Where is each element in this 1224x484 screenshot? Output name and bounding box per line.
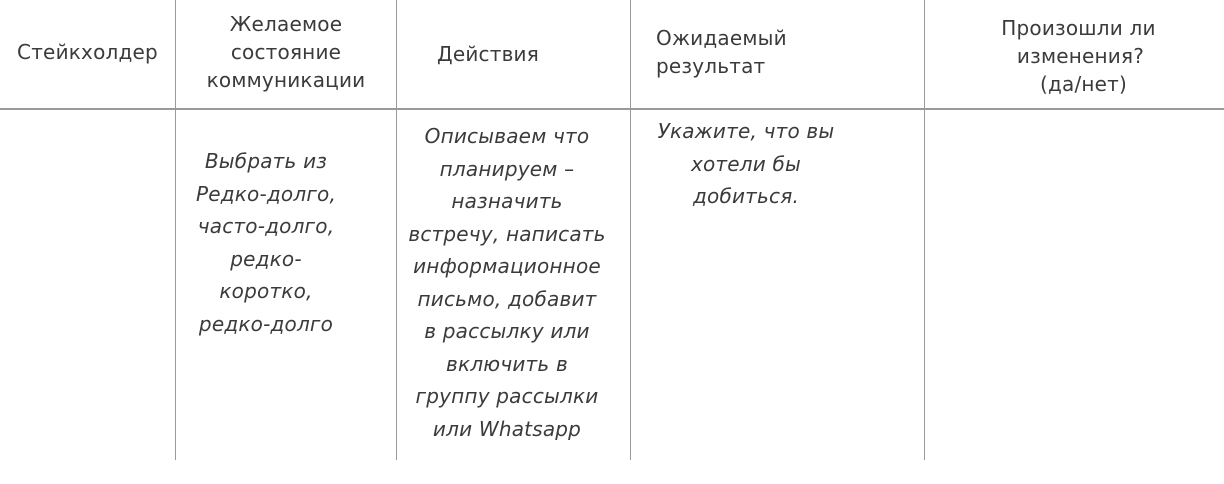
cell-line: информационное bbox=[413, 254, 601, 278]
header-line: результат bbox=[656, 54, 766, 78]
header-line: Ожидаемый bbox=[656, 26, 787, 50]
cell-line: коротко, bbox=[219, 279, 313, 303]
header-stakeholder bbox=[0, 38, 175, 66]
cell-line: назначить bbox=[451, 189, 563, 213]
header-changed bbox=[925, 14, 1224, 98]
header-divider bbox=[0, 108, 1224, 110]
cell-line: планируем – bbox=[439, 156, 575, 181]
header-actions bbox=[397, 40, 630, 68]
header-desired-state bbox=[176, 10, 396, 94]
cell-line: Выбрать из bbox=[204, 149, 328, 173]
header-line: Стейкхолдер bbox=[17, 40, 158, 64]
cell-desired-state bbox=[176, 145, 356, 340]
header-line: Желаемое bbox=[229, 12, 343, 36]
cell-line: добиться. bbox=[692, 184, 800, 208]
header-line: коммуникации bbox=[206, 68, 366, 92]
cell-line: группу рассылки bbox=[415, 384, 599, 408]
cell-line: встречу, написать bbox=[408, 221, 606, 246]
header-line: (да/нет) bbox=[1039, 72, 1128, 96]
cell-line: редко- bbox=[230, 246, 302, 271]
header-expected-result bbox=[631, 24, 924, 80]
cell-line: хотели бы bbox=[690, 151, 802, 176]
cell-expected-result bbox=[631, 115, 861, 213]
cell-actions bbox=[397, 120, 617, 445]
cell-line: Редко-долго, bbox=[195, 181, 337, 206]
header-line: Произошли ли bbox=[1001, 16, 1156, 40]
cell-line: письмо, добавит bbox=[417, 286, 597, 311]
header-line: состояние bbox=[230, 40, 342, 64]
cell-line: Описываем что bbox=[424, 124, 590, 148]
cell-line: включить в bbox=[446, 351, 568, 376]
header-line: Действия bbox=[437, 42, 539, 66]
cell-line: Укажите, что вы bbox=[657, 119, 835, 143]
cell-line: или Whatsapp bbox=[432, 416, 582, 441]
cell-line: в рассылку или bbox=[424, 319, 590, 343]
cell-line: редко-долго bbox=[198, 311, 334, 336]
header-line: изменения? bbox=[1016, 44, 1145, 68]
cell-line: часто-долго, bbox=[197, 214, 335, 238]
